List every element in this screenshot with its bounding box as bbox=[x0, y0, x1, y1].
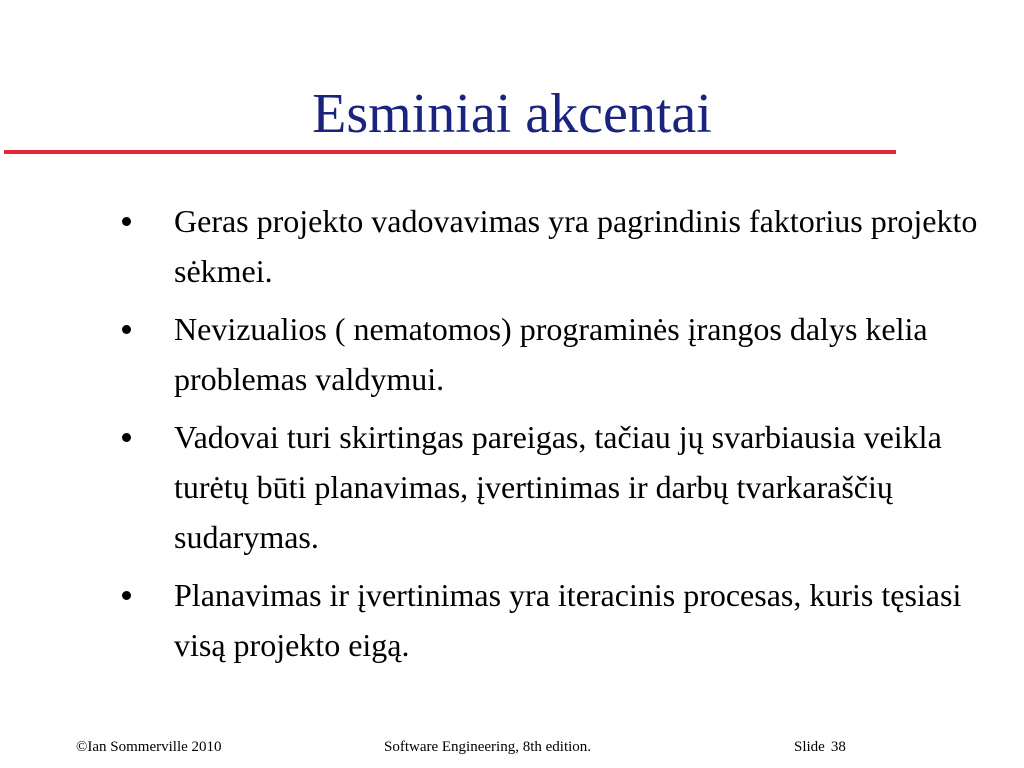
bullet-text: Vadovai turi skirtingas pareigas, tačiau jų svarbiausia veikla turėtų būti planavimas, įvertinimas ir darbų tvarkaraščių sudarymas. bbox=[174, 419, 942, 555]
bullet-dot-icon bbox=[122, 433, 131, 442]
bullet-item bbox=[118, 412, 988, 562]
bullet-text: Geras projekto vadovavimas yra pagrindinis faktorius projekto sėkmei. bbox=[174, 203, 978, 289]
slide-number: 38 bbox=[830, 739, 846, 755]
slide-label: Slide bbox=[794, 739, 825, 755]
bullet-item bbox=[118, 304, 988, 404]
footer-copyright: ©Ian Sommerville 2010 bbox=[76, 739, 222, 755]
bullet-item bbox=[118, 570, 988, 670]
footer-slide-number bbox=[794, 737, 846, 757]
bullet-dot-icon bbox=[122, 217, 131, 226]
slide-title: Esminiai akcentai bbox=[312, 83, 712, 145]
bullet-text: Nevizualios ( nematomos) programinės įrangos dalys kelia problemas valdymui. bbox=[174, 311, 928, 397]
title-underline bbox=[4, 150, 896, 154]
bullet-text: Planavimas ir įvertinimas yra iteracinis procesas, kuris tęsiasi visą projekto eigą. bbox=[174, 577, 962, 663]
bullet-dot-icon bbox=[122, 591, 131, 600]
bullet-list bbox=[118, 196, 988, 678]
footer-book-title: Software Engineering, 8th edition. bbox=[384, 739, 592, 755]
bullet-item bbox=[118, 196, 988, 296]
bullet-dot-icon bbox=[122, 325, 131, 334]
